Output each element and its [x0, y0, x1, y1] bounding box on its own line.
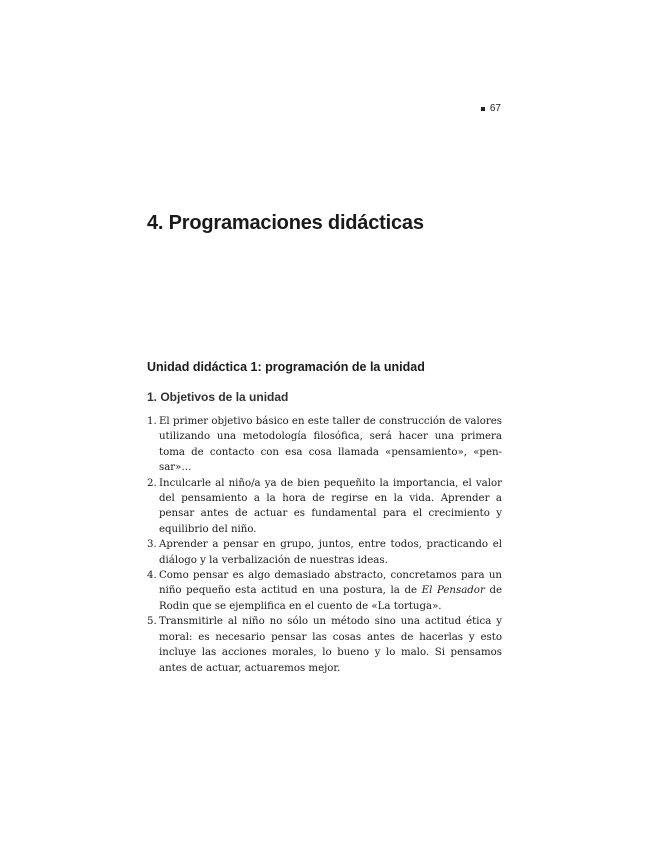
- list-item-text: Inculcarle al niño/a ya de bien pequeñito la importancia, el valor del pensamiento a la hora de regirse en la vida. Aprender a pensar antes de actuar es fundamental para el crecimiento y equilibrio del niño.: [159, 477, 502, 535]
- list-item-number: 5.: [147, 616, 157, 628]
- section-heading: Unidad didáctica 1: programación de la unidad: [147, 360, 425, 374]
- list-item: [147, 614, 502, 676]
- list-item-text: El primer objetivo básico en este taller de construcción de valores utilizando una metodología filosófica, será hacer una primera toma de contacto con esa cosa llamada «pensamiento», «pensar»…: [159, 416, 502, 474]
- list-item-text-part: de Rodin que se ejemplifica en el cuento de «La tortuga».: [159, 585, 502, 612]
- list-item: [147, 476, 502, 538]
- list-item: [147, 414, 502, 476]
- chapter-title: 4. Programaciones didácticas: [147, 212, 424, 234]
- list-item-number: 3.: [147, 539, 157, 551]
- list-item-text-part: Como pensar es algo demasiado abstracto, concretamos para un niño pequeño esta actitud en una postura, la de: [159, 570, 502, 597]
- list-item-number: 4.: [147, 570, 157, 582]
- list-item: [147, 568, 502, 614]
- list-item-text: [159, 570, 502, 612]
- list-item-number: 2.: [147, 477, 157, 489]
- square-bullet-icon: [481, 107, 485, 111]
- list-item: [147, 537, 502, 568]
- subsection-heading: 1. Objetivos de la unidad: [147, 390, 289, 404]
- list-item-text: Aprender a pensar en grupo, juntos, entre todos, practicando el diálogo y la verbalización de nuestras ideas.: [159, 539, 502, 566]
- list-item-number: 1.: [147, 416, 157, 427]
- list-item-text: Transmitirle al niño no sólo un método sino una actitud ética y moral: es necesario pensar las cosas antes de hacerlas y esto incluye las acciones morales, lo bueno y lo malo. Si pensamos antes de actuar, actuaremos mejor.: [159, 616, 502, 674]
- page-number-text: 67: [489, 103, 501, 114]
- page-number: [481, 103, 501, 114]
- book-title-emphasis: El Pensador: [421, 585, 485, 597]
- objectives-list: [147, 414, 502, 676]
